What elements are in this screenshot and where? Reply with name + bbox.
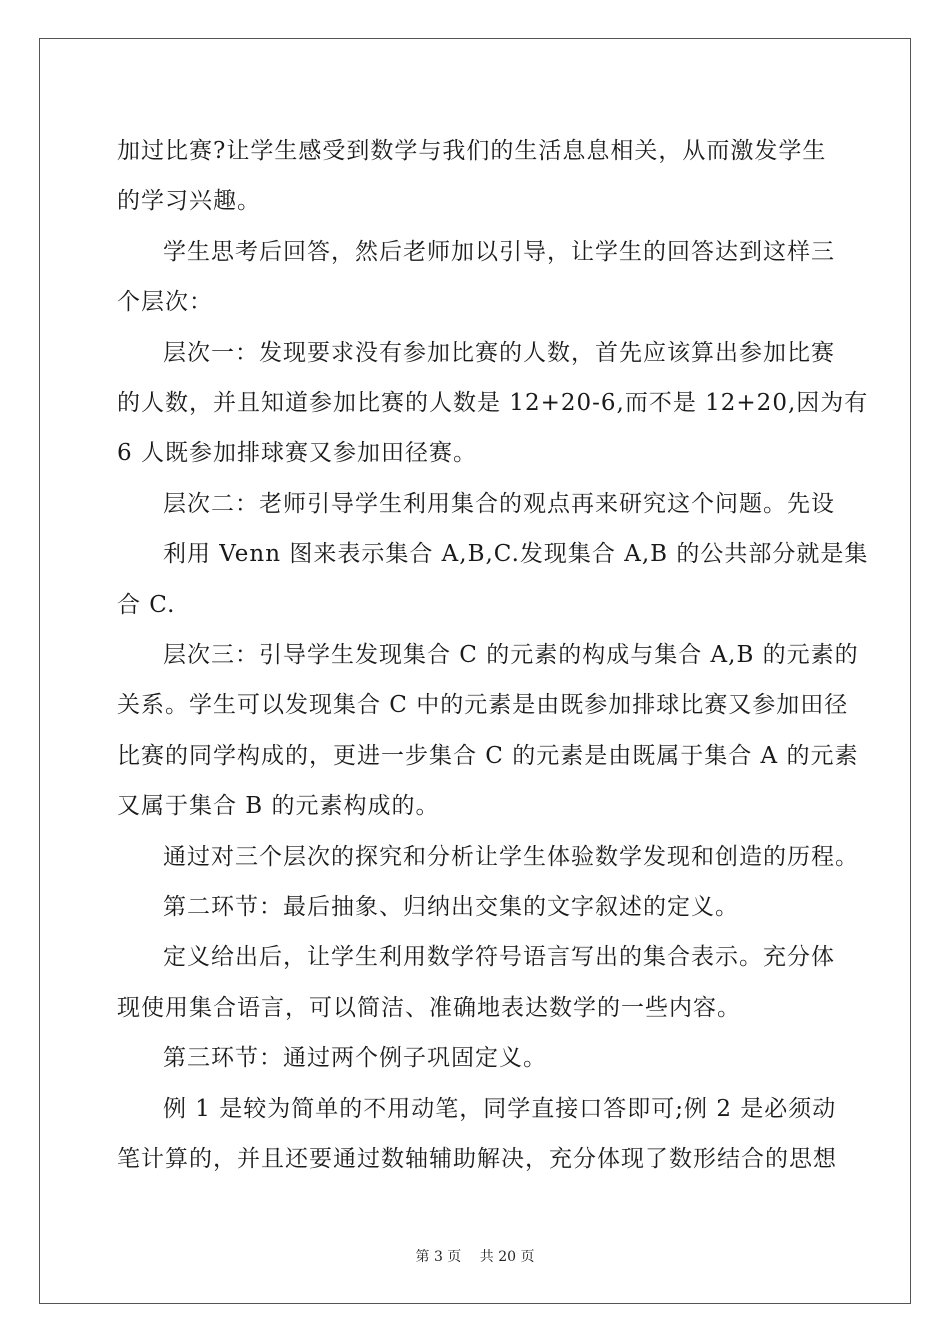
text-line: 的学习兴趣。 (117, 188, 261, 214)
text-line: 加过比赛?让学生感受到数学与我们的生活息息相关，从而激发学生 (117, 138, 827, 164)
text-line: 层次三：引导学生发现集合 C 的元素的构成与集合 A,B 的元素的 (163, 642, 859, 668)
text-line: 定义给出后，让学生利用数学符号语言写出的集合表示。充分体 (163, 944, 835, 970)
text-line: 第二环节：最后抽象、归纳出交集的文字叙述的定义。 (163, 894, 739, 920)
text-line: 的人数，并且知道参加比赛的人数是 12+20-6,而不是 12+20,因为有 (117, 390, 869, 416)
text-line: 比赛的同学构成的，更进一步集合 C 的元素是由既属于集合 A 的元素 (117, 743, 859, 769)
text-line: 例 1 是较为简单的不用动笔，同学直接口答即可;例 2 是必须动 (163, 1096, 837, 1122)
text-line: 层次二：老师引导学生利用集合的观点再来研究这个问题。先设 (163, 491, 835, 517)
text-line: 学生思考后回答，然后老师加以引导，让学生的回答达到这样三 (163, 239, 835, 265)
text-line: 通过对三个层次的探究和分析让学生体验数学发现和创造的历程。 (163, 844, 859, 870)
page-number: 第 3 页 共 20 页 (415, 1249, 535, 1265)
text-line: 笔计算的，并且还要通过数轴辅助解决，充分体现了数形结合的思想 (117, 1146, 837, 1172)
text-line: 关系。学生可以发现集合 C 中的元素是由既参加排球比赛又参加田径 (117, 692, 849, 718)
text-line: 个层次： (117, 289, 213, 315)
text-line: 6 人既参加排球赛又参加田径赛。 (117, 440, 477, 466)
text-line: 合 C. (117, 592, 176, 618)
text-line: 利用 Venn 图来表示集合 A,B,C.发现集合 A,B 的公共部分就是集 (163, 541, 869, 567)
text-line: 层次一：发现要求没有参加比赛的人数，首先应该算出参加比赛 (163, 340, 835, 366)
text-line: 又属于集合 B 的元素构成的。 (117, 793, 440, 819)
text-line: 现使用集合语言，可以简洁、准确地表达数学的一些内容。 (117, 995, 741, 1021)
text-line: 第三环节：通过两个例子巩固定义。 (163, 1045, 547, 1071)
